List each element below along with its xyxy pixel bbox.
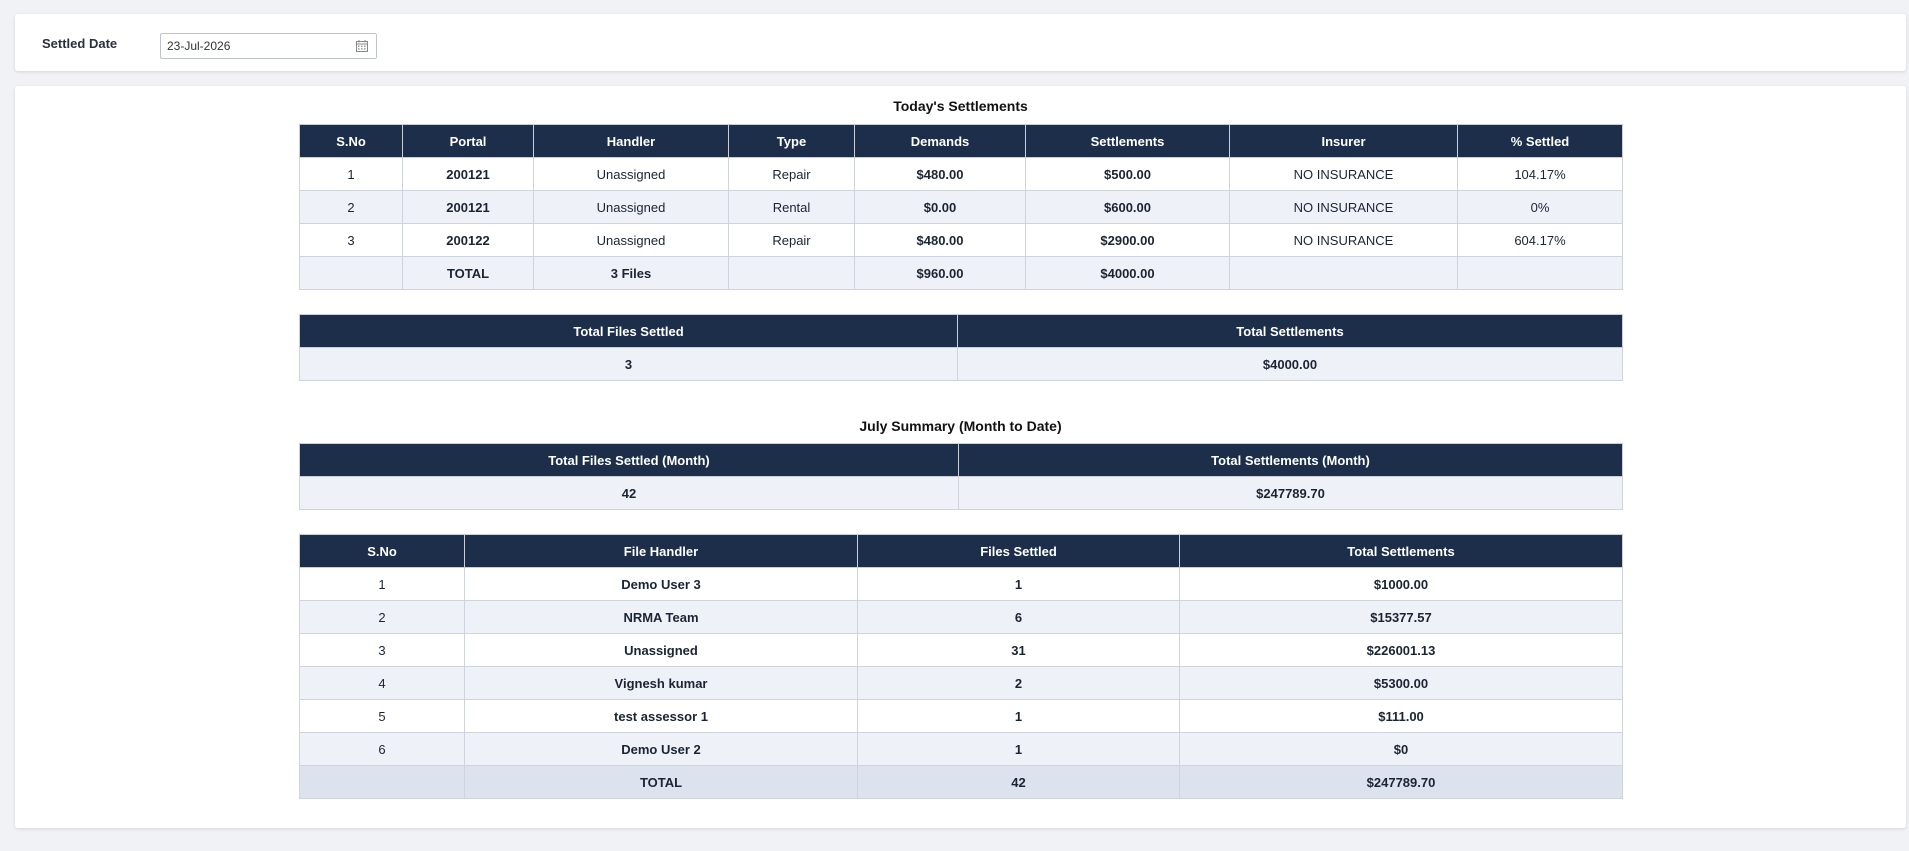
cell-handler: Unassigned bbox=[534, 158, 729, 191]
cell-sno: 1 bbox=[300, 568, 465, 601]
table-row bbox=[300, 634, 1623, 667]
table-header-row bbox=[300, 535, 1623, 568]
total-label: TOTAL bbox=[465, 766, 858, 799]
cell-total-settlements: $5300.00 bbox=[1180, 667, 1623, 700]
todays-settlements-title: Today's Settlements bbox=[893, 98, 1028, 114]
cell-file-handler: Demo User 3 bbox=[465, 568, 858, 601]
cell-total-settlements: $15377.57 bbox=[1180, 601, 1623, 634]
column-header-insurer[interactable]: Insurer bbox=[1230, 125, 1458, 158]
cell-type: Rental bbox=[729, 191, 855, 224]
cell-total-settlements: $226001.13 bbox=[1180, 634, 1623, 667]
cell-file-handler: Demo User 2 bbox=[465, 733, 858, 766]
cell-handler: Unassigned bbox=[534, 191, 729, 224]
total-settlements-value: $4000.00 bbox=[958, 348, 1623, 381]
cell-file-handler: test assessor 1 bbox=[465, 700, 858, 733]
cell-settlements: $600.00 bbox=[1026, 191, 1230, 224]
table-row bbox=[300, 700, 1623, 733]
cell-insurer: NO INSURANCE bbox=[1230, 224, 1458, 257]
column-header-file-handler[interactable]: File Handler bbox=[465, 535, 858, 568]
table-header-row bbox=[300, 125, 1623, 158]
total-demands: $960.00 bbox=[855, 257, 1026, 290]
total-files-settled-value: 3 bbox=[300, 348, 958, 381]
cell-sno: 5 bbox=[300, 700, 465, 733]
cell-demands: $0.00 bbox=[855, 191, 1026, 224]
column-header-month-settlements: Total Settlements (Month) bbox=[959, 444, 1623, 477]
cell-total-settlements: $111.00 bbox=[1180, 700, 1623, 733]
cell-empty bbox=[729, 257, 855, 290]
total-settlements: $247789.70 bbox=[1180, 766, 1623, 799]
cell-empty bbox=[300, 257, 403, 290]
table-row bbox=[300, 601, 1623, 634]
cell-file-handler: Vignesh kumar bbox=[465, 667, 858, 700]
cell-sno: 1 bbox=[300, 158, 403, 191]
column-header-sno[interactable]: S.No bbox=[300, 535, 465, 568]
cell-sno: 2 bbox=[300, 191, 403, 224]
table-row bbox=[300, 477, 1623, 510]
cell-files-settled: 1 bbox=[858, 568, 1180, 601]
cell-pct-settled: 0% bbox=[1458, 191, 1623, 224]
cell-type: Repair bbox=[729, 158, 855, 191]
cell-portal: 200121 bbox=[403, 158, 534, 191]
cell-settlements: $2900.00 bbox=[1026, 224, 1230, 257]
cell-pct-settled: 604.17% bbox=[1458, 224, 1623, 257]
column-header-settlements[interactable]: Settlements bbox=[1026, 125, 1230, 158]
cell-insurer: NO INSURANCE bbox=[1230, 191, 1458, 224]
settled-date-input[interactable] bbox=[161, 34, 346, 58]
column-header-month-files-settled: Total Files Settled (Month) bbox=[300, 444, 959, 477]
cell-demands: $480.00 bbox=[855, 224, 1026, 257]
cell-sno: 3 bbox=[300, 224, 403, 257]
table-row bbox=[300, 191, 1623, 224]
cell-portal: 200121 bbox=[403, 191, 534, 224]
handler-breakdown-table bbox=[299, 534, 1623, 799]
cell-files-settled: 31 bbox=[858, 634, 1180, 667]
cell-files-settled: 1 bbox=[858, 700, 1180, 733]
total-files: 3 Files bbox=[534, 257, 729, 290]
cell-total-settlements: $1000.00 bbox=[1180, 568, 1623, 601]
month-settlements-value: $247789.70 bbox=[959, 477, 1623, 510]
cell-insurer: NO INSURANCE bbox=[1230, 158, 1458, 191]
cell-pct-settled: 104.17% bbox=[1458, 158, 1623, 191]
settled-date-field[interactable] bbox=[160, 33, 377, 59]
total-settlements: $4000.00 bbox=[1026, 257, 1230, 290]
filter-panel bbox=[15, 14, 1906, 71]
column-header-total-settlements[interactable]: Total Settlements bbox=[1180, 535, 1623, 568]
column-header-pct-settled[interactable]: % Settled bbox=[1458, 125, 1623, 158]
cell-file-handler: Unassigned bbox=[465, 634, 858, 667]
total-label: TOTAL bbox=[403, 257, 534, 290]
cell-total-settlements: $0 bbox=[1180, 733, 1623, 766]
month-files-settled-value: 42 bbox=[300, 477, 959, 510]
cell-settlements: $500.00 bbox=[1026, 158, 1230, 191]
table-header-row bbox=[300, 315, 1623, 348]
column-header-portal[interactable]: Portal bbox=[403, 125, 534, 158]
cell-portal: 200122 bbox=[403, 224, 534, 257]
cell-sno: 6 bbox=[300, 733, 465, 766]
cell-empty bbox=[300, 766, 465, 799]
month-summary-table bbox=[299, 443, 1623, 510]
table-row bbox=[300, 348, 1623, 381]
cell-empty bbox=[1458, 257, 1623, 290]
table-total-row bbox=[300, 766, 1623, 799]
report-panel bbox=[15, 86, 1906, 828]
table-row bbox=[300, 568, 1623, 601]
cell-demands: $480.00 bbox=[855, 158, 1026, 191]
todays-settlements-table bbox=[299, 124, 1623, 290]
table-row bbox=[300, 733, 1623, 766]
column-header-demands[interactable]: Demands bbox=[855, 125, 1026, 158]
column-header-type[interactable]: Type bbox=[729, 125, 855, 158]
total-files-settled: 42 bbox=[858, 766, 1180, 799]
column-header-files-settled[interactable]: Files Settled bbox=[858, 535, 1180, 568]
table-header-row bbox=[300, 444, 1623, 477]
column-header-total-files-settled: Total Files Settled bbox=[300, 315, 958, 348]
cell-sno: 2 bbox=[300, 601, 465, 634]
column-header-handler[interactable]: Handler bbox=[534, 125, 729, 158]
table-total-row bbox=[300, 257, 1623, 290]
cell-handler: Unassigned bbox=[534, 224, 729, 257]
cell-files-settled: 1 bbox=[858, 733, 1180, 766]
column-header-total-settlements: Total Settlements bbox=[958, 315, 1623, 348]
cell-sno: 4 bbox=[300, 667, 465, 700]
calendar-icon[interactable] bbox=[356, 40, 368, 52]
cell-file-handler: NRMA Team bbox=[465, 601, 858, 634]
cell-files-settled: 2 bbox=[858, 667, 1180, 700]
table-row bbox=[300, 667, 1623, 700]
cell-sno: 3 bbox=[300, 634, 465, 667]
table-row bbox=[300, 158, 1623, 191]
cell-empty bbox=[1230, 257, 1458, 290]
column-header-sno[interactable]: S.No bbox=[300, 125, 403, 158]
settled-date-label: Settled Date bbox=[42, 36, 118, 51]
today-summary-table bbox=[299, 314, 1623, 381]
cell-type: Repair bbox=[729, 224, 855, 257]
month-summary-title: July Summary (Month to Date) bbox=[859, 418, 1062, 434]
table-row bbox=[300, 224, 1623, 257]
cell-files-settled: 6 bbox=[858, 601, 1180, 634]
